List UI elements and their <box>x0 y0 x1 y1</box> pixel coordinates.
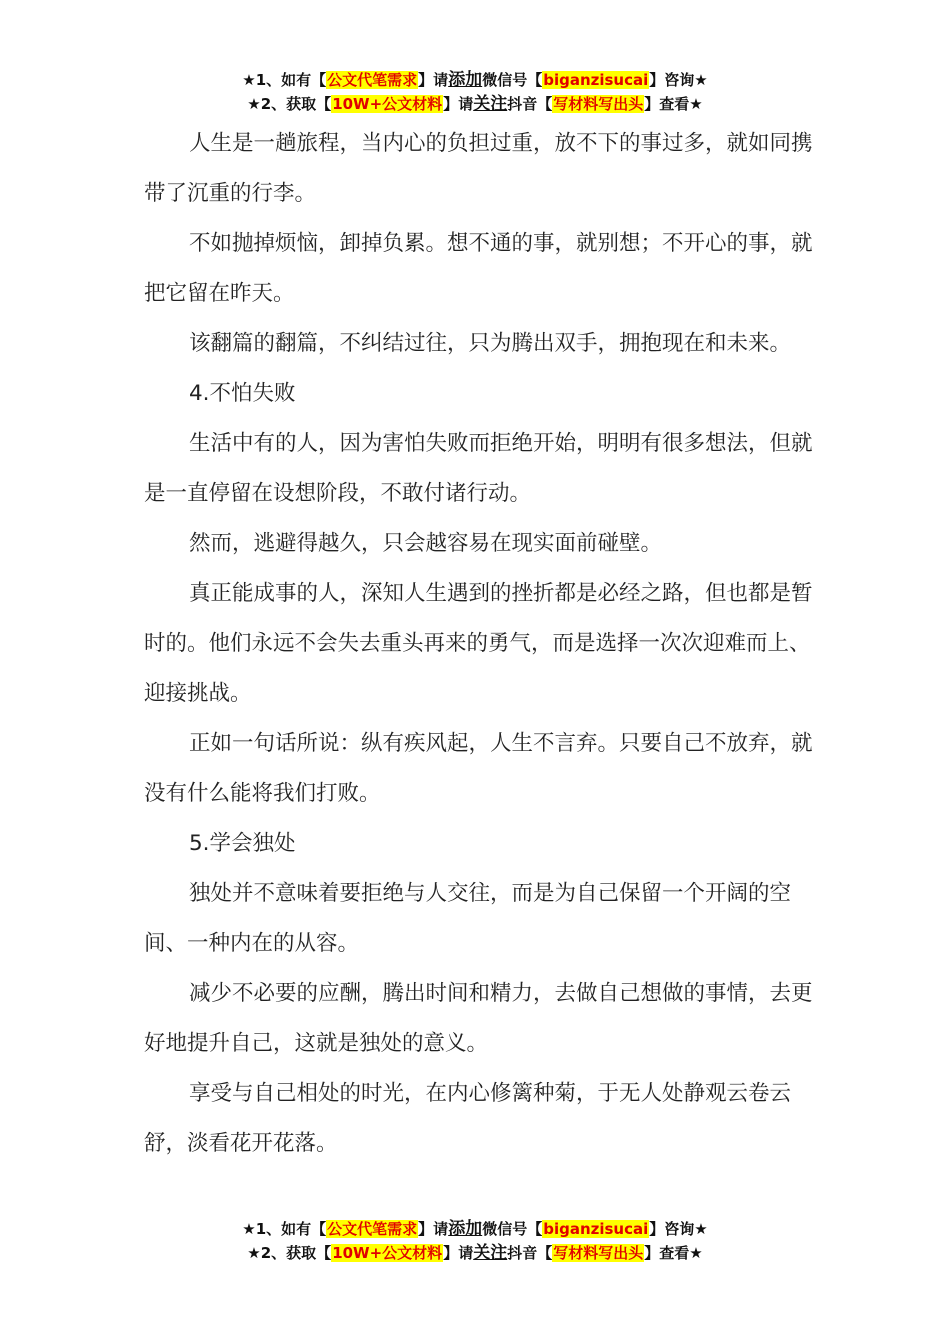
banner-text: 】请 <box>418 1220 449 1238</box>
banner-text: 微信号【 <box>482 71 543 89</box>
banner-text: 微信号【 <box>482 1220 543 1238</box>
header-banner <box>0 68 950 116</box>
highlight-materials: 10W+公文材料 <box>332 95 443 113</box>
highlight-douyin-account: 写材料写出头 <box>553 95 644 113</box>
banner-line-2 <box>0 1241 950 1265</box>
paragraph: 正如一句话所说：纵有疾风起，人生不言弃。只要自己不放弃，就没有什么能将我们打败。 <box>144 731 813 806</box>
paragraph: 享受与自己相处的时光，在内心修篱种菊，于无人处静观云卷云舒，淡看花开花落。 <box>144 1081 792 1156</box>
underlined-action: 关注 <box>473 94 508 114</box>
highlight-service: 公文代笔需求 <box>327 71 418 89</box>
highlight-douyin-account: 写材料写出头 <box>553 1244 644 1262</box>
highlight-wechat-id: biganzisucai <box>543 71 649 89</box>
footer-banner <box>0 1217 950 1265</box>
paragraph: 不如抛掉烦恼，卸掉负累。想不通的事，就别想；不开心的事，就把它留在昨天。 <box>144 231 813 306</box>
banner-text: 】咨询★ <box>649 1220 708 1238</box>
section-heading: 5.学会独处 <box>189 831 296 856</box>
underlined-action: 添加 <box>448 70 483 90</box>
paragraph: 真正能成事的人，深知人生遇到的挫折都是必经之路，但也都是暂时的。他们永远不会失去重头再来的勇气，而是选择一次次迎难而上、迎接挑战。 <box>144 581 813 706</box>
highlight-wechat-id: biganzisucai <box>543 1220 649 1238</box>
highlight-materials: 10W+公文材料 <box>332 1244 443 1262</box>
paragraph: 独处并不意味着要拒绝与人交往，而是为自己保留一个开阔的空间、一种内在的从容。 <box>144 881 792 956</box>
highlight-service: 公文代笔需求 <box>327 1220 418 1238</box>
paragraph: 人生是一趟旅程，当内心的负担过重，放不下的事过多，就如同携带了沉重的行李。 <box>144 131 813 206</box>
banner-text: ★1、如有【 <box>242 71 327 89</box>
banner-text: 】请 <box>443 1244 474 1262</box>
banner-text: ★1、如有【 <box>242 1220 327 1238</box>
banner-text: 】请 <box>443 95 474 113</box>
paragraph: 然而，逃避得越久，只会越容易在现实面前碰壁。 <box>189 531 663 556</box>
paragraph: 生活中有的人，因为害怕失败而拒绝开始，明明有很多想法，但就是一直停留在设想阶段，不敢付诸行动。 <box>144 431 813 506</box>
article-body <box>144 119 816 1169</box>
banner-text: 】查看★ <box>644 95 703 113</box>
banner-text: ★2、获取【 <box>247 95 332 113</box>
paragraph: 减少不必要的应酬，腾出时间和精力，去做自己想做的事情，去更好地提升自己，这就是独处的意义。 <box>144 981 813 1056</box>
underlined-action: 添加 <box>448 1219 483 1239</box>
banner-text: 抖音【 <box>507 95 553 113</box>
underlined-action: 关注 <box>473 1243 508 1263</box>
banner-text: 】咨询★ <box>649 71 708 89</box>
paragraph: 该翻篇的翻篇，不纠结过往，只为腾出双手，拥抱现在和未来。 <box>189 331 792 356</box>
section-heading: 4.不怕失败 <box>189 381 296 406</box>
banner-text: 】查看★ <box>644 1244 703 1262</box>
banner-line-1 <box>0 68 950 92</box>
banner-line-2 <box>0 92 950 116</box>
banner-text: ★2、获取【 <box>247 1244 332 1262</box>
banner-line-1 <box>0 1217 950 1241</box>
banner-text: 抖音【 <box>507 1244 553 1262</box>
banner-text: 】请 <box>418 71 449 89</box>
